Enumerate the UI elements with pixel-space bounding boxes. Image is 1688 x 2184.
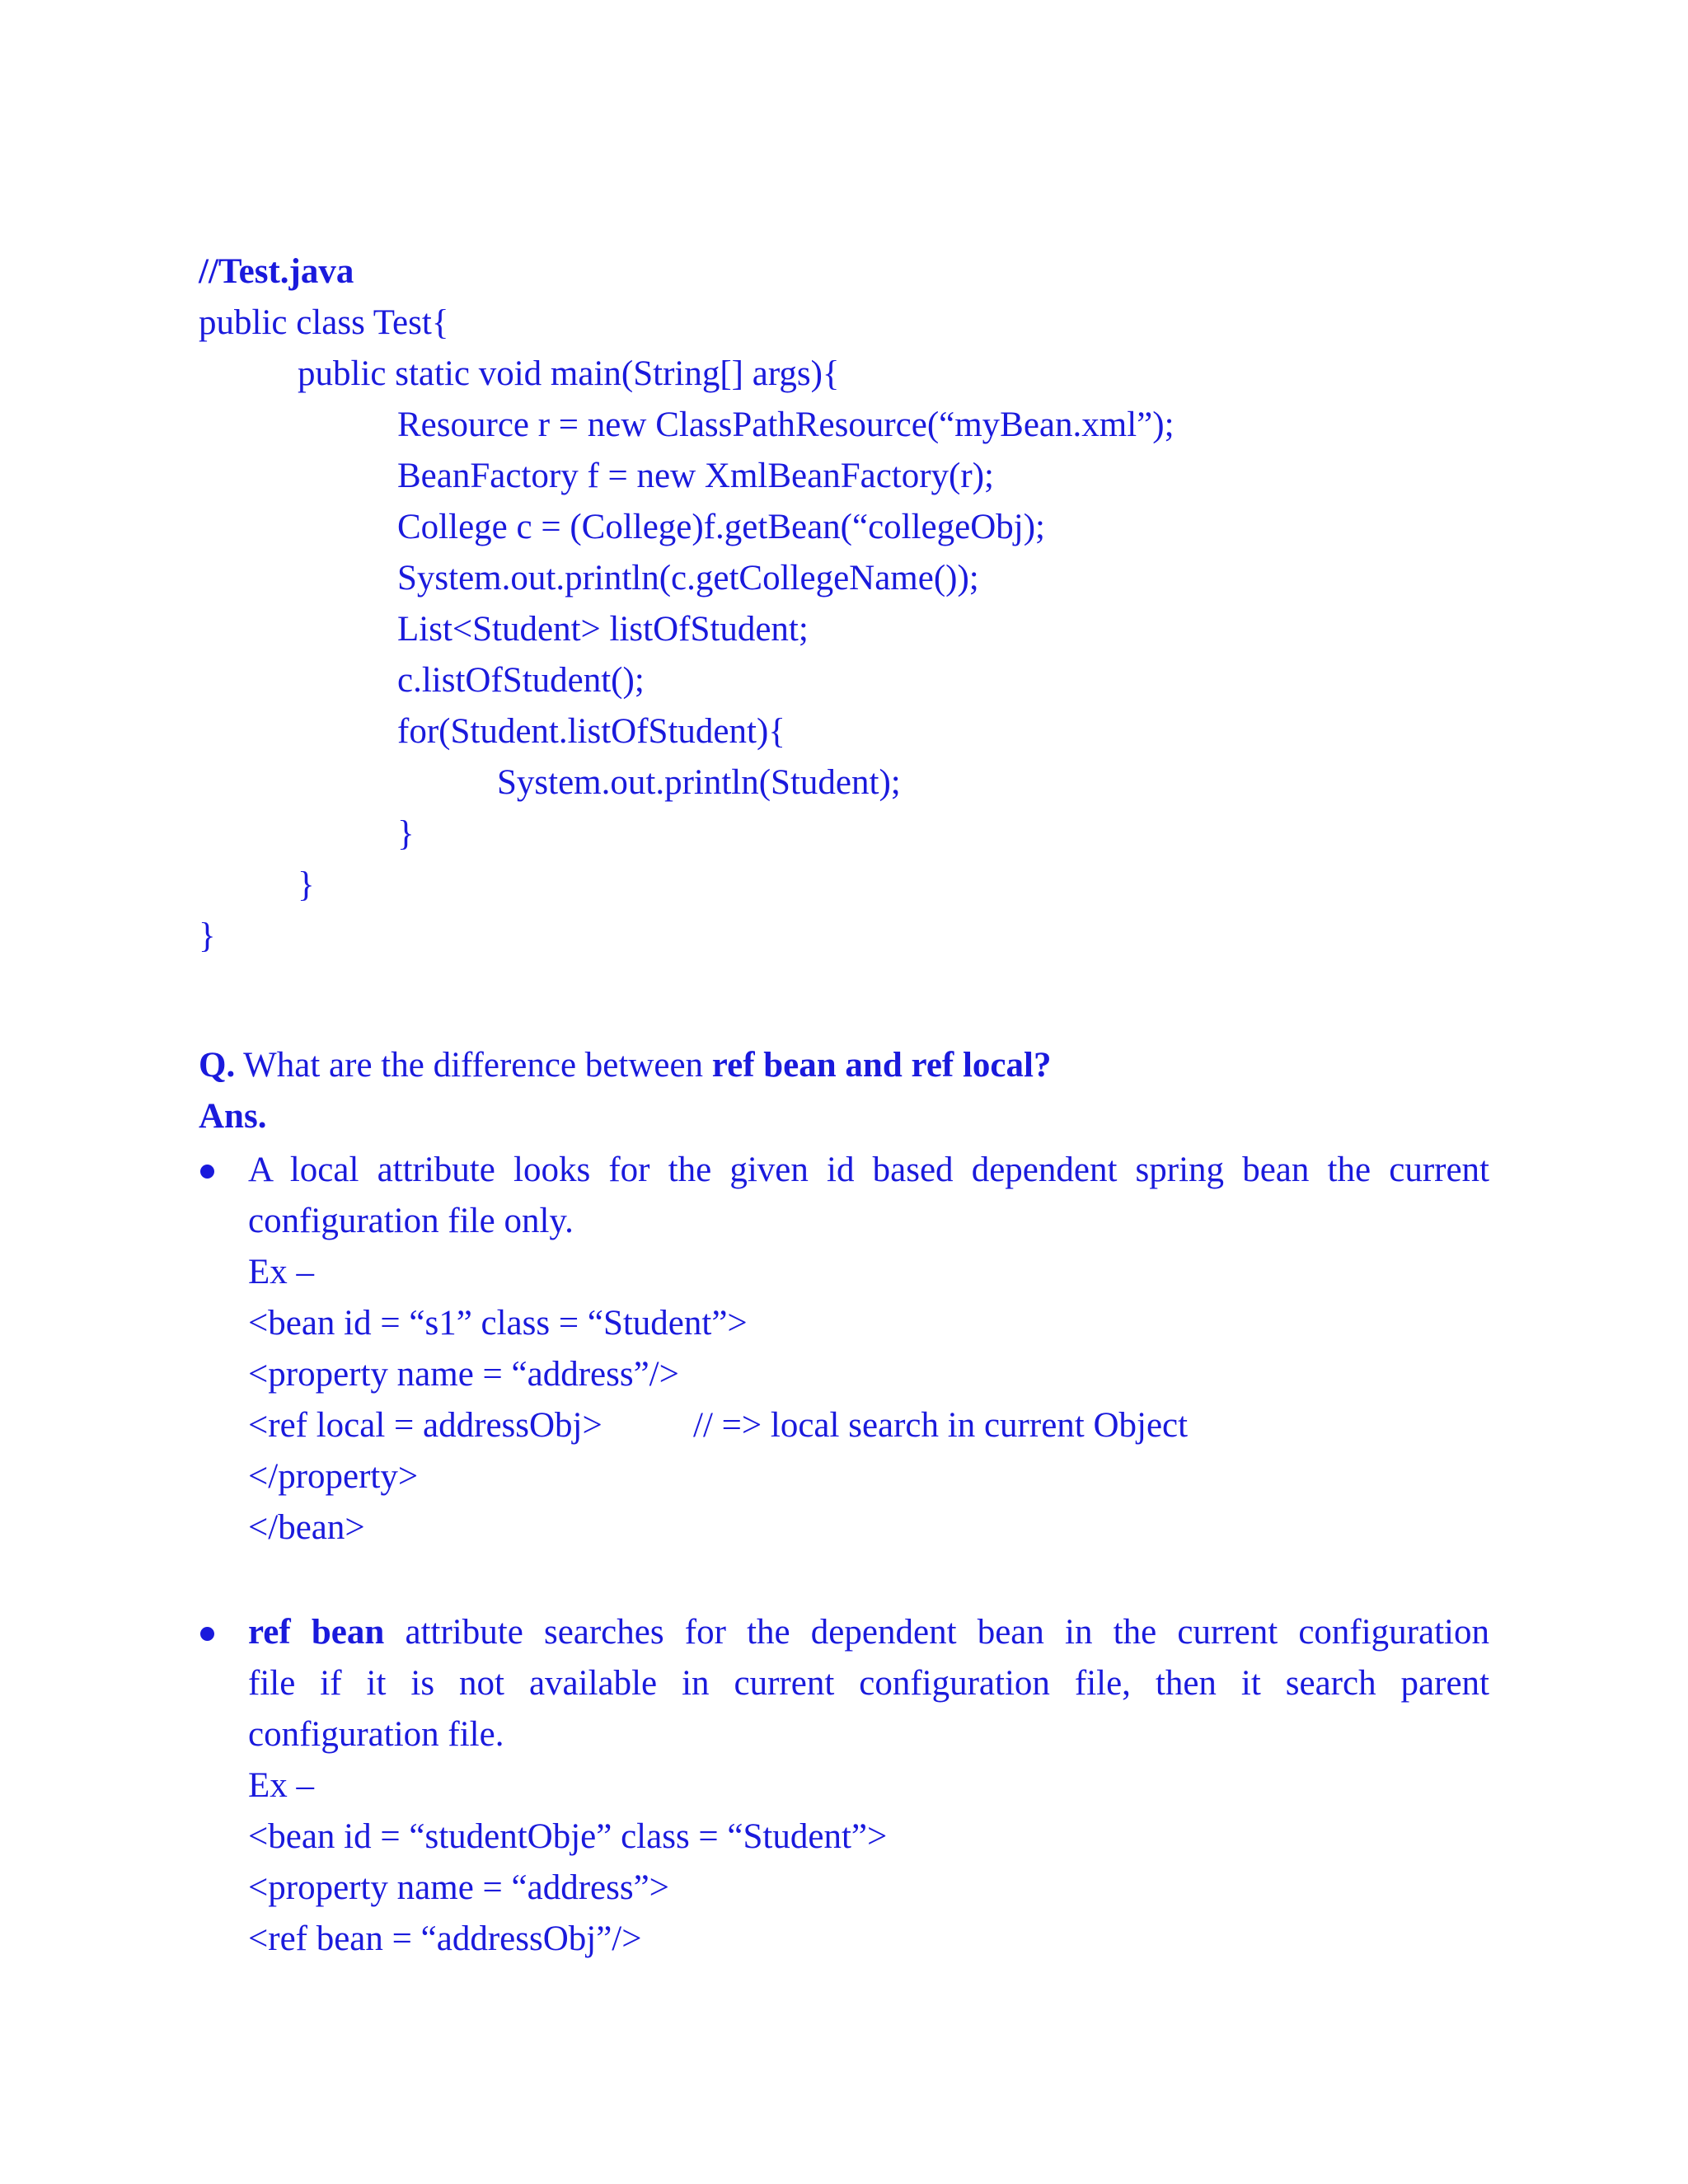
bullet-2-example-line: <property name = “address”> xyxy=(248,1868,669,1907)
bullet-2-bold-lead: ref bean xyxy=(248,1613,385,1652)
code-line: } xyxy=(298,865,315,904)
bullet-icon xyxy=(200,1627,214,1641)
question-heading xyxy=(199,1040,1051,1091)
code-line: public static void main(String[] args){ xyxy=(298,354,840,393)
question-bold-text: ref bean and ref local? xyxy=(711,1046,1052,1085)
bullet-1-example-line: <property name = “address”/> xyxy=(248,1355,679,1394)
bullet-icon xyxy=(200,1165,214,1179)
bullet-2-example-line: <bean id = “studentObje” class = “Student”> xyxy=(248,1817,888,1856)
bullet-2-line-1-rest: attribute searches for the dependent bean in the current configuration xyxy=(405,1613,1489,1652)
question-text: What are the difference between xyxy=(235,1046,712,1085)
bullet-2-example-line: <ref bean = “addressObj”/> xyxy=(248,1919,642,1958)
code-line: College c = (College)f.getBean(“collegeObj); xyxy=(397,508,1045,546)
code-line: for(Student.listOfStudent){ xyxy=(397,712,785,751)
code-line: BeanFactory f = new XmlBeanFactory(r); xyxy=(397,457,994,495)
code-line: System.out.println(c.getCollegeName()); xyxy=(397,559,979,598)
code-line: } xyxy=(397,814,415,853)
bullet-2-line-1 xyxy=(248,1607,1489,1658)
bullet-1-example-line: </bean> xyxy=(248,1508,365,1547)
bullet-1-line-1: A local attribute looks for the given id based dependent spring bean the current xyxy=(248,1151,1489,1189)
bullet-2-line-2: file if it is not available in current configuration file, then it search parent xyxy=(248,1664,1489,1703)
bullet-2-ex-label: Ex – xyxy=(248,1766,315,1805)
code-line: System.out.println(Student); xyxy=(497,763,901,802)
bullet-1-example-line: <bean id = “s1” class = “Student”> xyxy=(248,1304,748,1343)
bullet-1-example-line: </property> xyxy=(248,1457,419,1496)
bullet-1-example-comment: // => local search in current Object xyxy=(693,1406,1189,1445)
bullet-1-line-2: configuration file only. xyxy=(248,1202,574,1240)
question-prefix: Q. xyxy=(199,1046,236,1085)
code-filename-comment: //Test.java xyxy=(199,252,354,291)
code-line: public class Test{ xyxy=(199,303,449,342)
code-line: } xyxy=(199,916,216,955)
bullet-1-ex-label: Ex – xyxy=(248,1253,315,1291)
code-line: c.listOfStudent(); xyxy=(397,661,645,700)
code-line: List<Student> listOfStudent; xyxy=(397,610,809,649)
bullet-2-line-3: configuration file. xyxy=(248,1715,504,1754)
answer-label: Ans. xyxy=(199,1097,267,1136)
bullet-1-example-line: <ref local = addressObj> xyxy=(248,1406,603,1445)
code-line: Resource r = new ClassPathResource(“myBean.xml”); xyxy=(397,405,1175,444)
